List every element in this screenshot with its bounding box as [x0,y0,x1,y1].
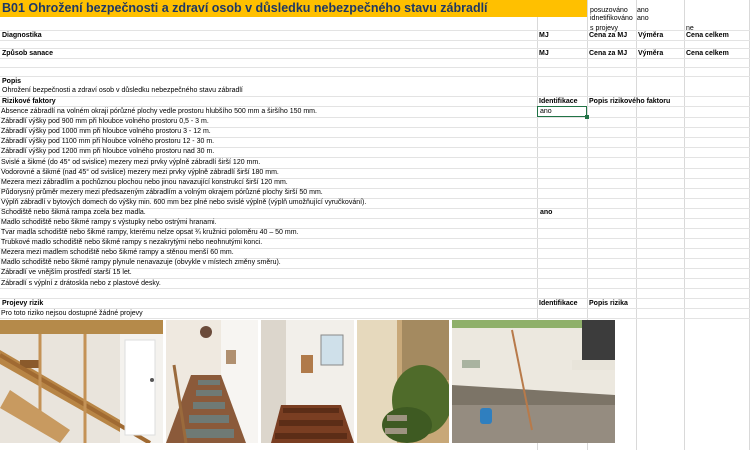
identifikace-header[interactable]: Identifikace [539,98,578,105]
risk-factor-text[interactable]: Zábradlí s výplní z drátoskla nebo z plastové desky. [1,280,161,287]
cena-za-mj-header[interactable]: Cena za MJ [589,32,628,39]
risk-factor-text[interactable]: Mezera mezi zábradlím a pochůznou plochou nebo jinou navazující konstrukcí širší 120 mm. [1,179,288,186]
posuzovano-value[interactable]: ano [637,7,649,14]
photo-exterior-house-corner[interactable] [452,320,615,443]
identifikovano-label[interactable]: idnetifikováno [590,15,633,22]
vymera-header-2[interactable]: Výměra [638,50,664,57]
projevy-identifikace-header[interactable]: Identifikace [539,300,578,307]
posuzovano-label[interactable]: posuzováno [590,7,628,14]
projevy-heading[interactable]: Projevy rizik [2,300,44,307]
risk-factor-text[interactable]: Vodorovné a šikmé (nad 45° od svislice) mezery mezi prvky výplně zábradlí širší 180 mm. [1,169,279,176]
cena-celkem-header[interactable]: Cena celkem [686,32,729,39]
popis-rizika-header[interactable]: Popis rizika [589,300,628,307]
risk-factor-text[interactable]: Madlo schodiště nebo šikmé rampy s výstupky nebo ostrými hranami. [1,219,217,226]
risk-factor-value[interactable]: ano [540,209,553,216]
risk-factor-value[interactable]: ano [540,108,552,115]
photo-wooden-steps-up[interactable] [261,320,354,443]
mj-header-2[interactable]: MJ [539,50,549,57]
risk-factor-text[interactable]: Zábradlí ve vnějším prostředí starší 15 let. [1,269,132,276]
popis-text[interactable]: Ohrožení bezpečnosti a zdraví osob v důsledku nebezpečného stavu zábradlí [2,87,243,94]
zpusob-sanace-header[interactable]: Způsob sanace [2,50,53,57]
projevy-value[interactable]: ne [686,25,694,32]
risk-factor-text[interactable]: Mezera mezi madlem schodiště nebo šikmé rampy a stěnou menší 60 mm. [1,249,234,256]
photo-wooden-staircase[interactable] [0,320,163,443]
risk-factor-text[interactable]: Trubkové madlo schodiště nebo šikmé rampy s nezakrytými nebo neohnutými konci. [1,239,263,246]
projevy-text[interactable]: Pro toto riziko nejsou dostupné žádné projevy [1,310,143,317]
risk-factor-text[interactable]: Svislé a šikmé (do 45° od svislice) mezery mezi prvky výplně zábradlí širší 120 mm. [1,159,261,166]
cena-za-mj-header-2[interactable]: Cena za MJ [589,50,628,57]
popis-heading[interactable]: Popis [2,78,22,85]
risk-factor-text[interactable]: Výplň zábradlí v bytových domech do výšky min. 600 mm bez plné nebo svislé výplně (výplň umožňující vyručkování). [1,199,367,206]
risk-factor-text[interactable]: Zábradlí výšky pod 900 mm při hloubce volného prostoru 0,5 - 3 m. [1,118,209,125]
risk-factor-text[interactable]: Zábradlí výšky pod 1100 mm při hloubce volného prostoru 12 - 30 m. [1,138,215,145]
risk-factor-text[interactable]: Tvar madla schodiště nebo šikmé rampy, kterému nelze opsat ¾ kružnici poloměru 40 – 50 mm. [1,229,299,236]
cena-celkem-header-2[interactable]: Cena celkem [686,50,729,57]
photo-carpeted-staircase[interactable] [166,320,258,443]
risk-factor-text[interactable]: Absence zábradlí na volném okraji pórůzné plochy vedle prostoru hlubšího 500 mm a širšího 150 mm. [1,108,317,115]
risk-factor-text[interactable]: Zábradlí výšky pod 1200 mm při hloubce volného prostoru nad 30 m. [1,148,215,155]
projevy-label[interactable]: s projevy [590,25,619,32]
mj-header[interactable]: MJ [539,32,549,39]
risk-factor-text[interactable]: Zábradlí výšky pod 1000 mm při hloubce volného prostoru 3 - 12 m. [1,128,211,135]
diagnostika-header[interactable]: Diagnostika [2,32,42,39]
vymera-header[interactable]: Výměra [638,32,664,39]
popis-faktoru-header[interactable]: Popis rizikového faktoru [589,98,671,105]
identifikovano-value[interactable]: ano [637,15,649,22]
risk-factor-text[interactable]: Madlo schodiště nebo šikmé rampy plynule nenavazuje (obvykle v místech změny směru). [1,259,281,266]
risk-factor-text[interactable]: Schodiště nebo šikmá rampa zcela bez madla. [1,209,146,216]
risk-factor-text[interactable]: Půdorysný průměr mezery mezi předsazeným zábradlím a volným okrajem pórůzné plochy širší 50 mm. [1,189,323,196]
rizikove-faktory-heading[interactable]: Rizikové faktory [2,98,56,105]
photo-exterior-stone-steps[interactable] [357,320,449,443]
sheet-title[interactable]: B01 Ohrožení bezpečnosti a zdraví osob v důsledku nebezpečného stavu zábradlí [2,1,488,15]
